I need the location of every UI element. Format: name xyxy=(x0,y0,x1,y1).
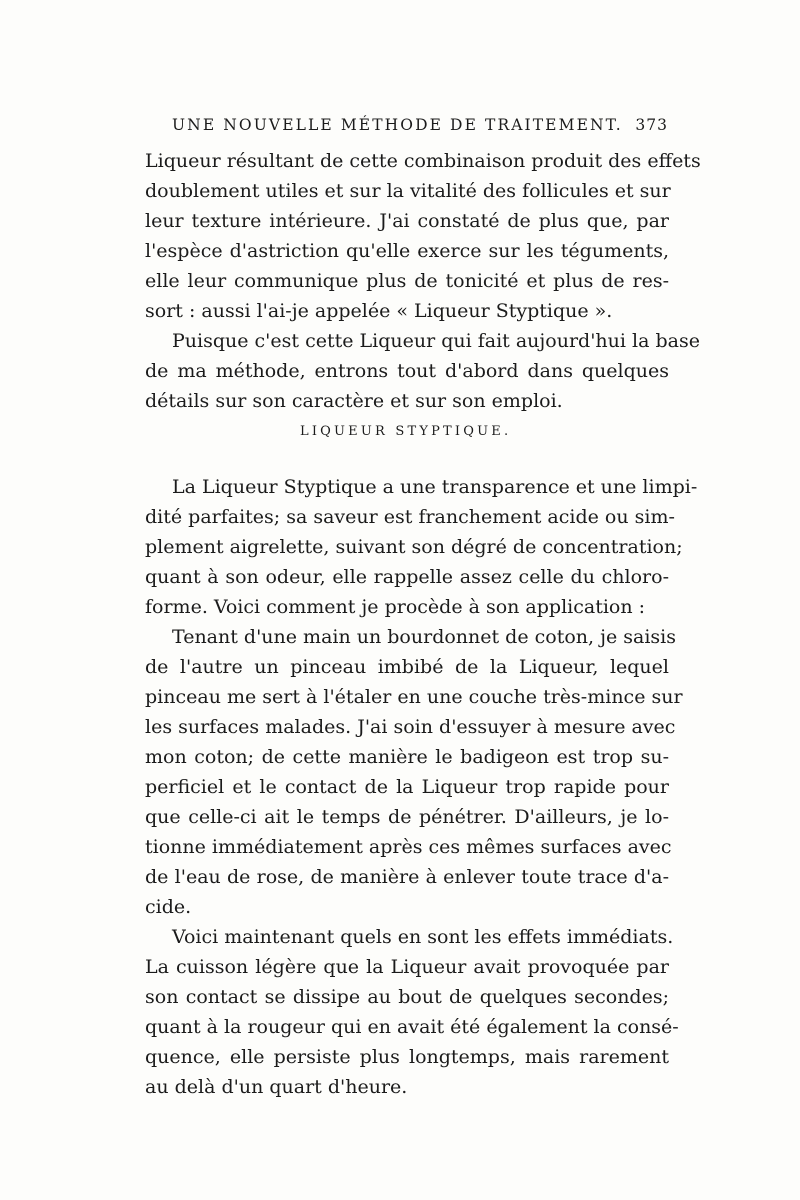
text-line: plement aigrelette, suivant son dégré de concentration; xyxy=(145,536,683,558)
text-line: quence, elle persiste plus longtemps, mais rarement xyxy=(145,1046,669,1068)
text-line: Liqueur résultant de cette combinaison produit des effets xyxy=(145,150,701,172)
text-line: sort : aussi l'ai-je appelée « Liqueur Styptique ». xyxy=(145,300,613,322)
text-line: de ma méthode, entrons tout d'abord dans quelques xyxy=(145,360,669,382)
paragraph-start: Tenant d'une main un bourdonnet de coton, je saisis xyxy=(172,626,677,648)
text-line: leur texture intérieure. J'ai constaté de plus que, par xyxy=(145,210,669,232)
text-line: l'espèce d'astriction qu'elle exerce sur les téguments, xyxy=(145,240,669,262)
text-line: détails sur son caractère et sur son emploi. xyxy=(145,390,563,412)
text-line: cide. xyxy=(145,896,192,918)
text-line: son contact se dissipe au bout de quelques secondes; xyxy=(145,986,669,1008)
text-line: quant à la rougeur qui en avait été également la consé- xyxy=(145,1016,679,1038)
paragraph-start: La Liqueur Styptique a une transparence et une limpi- xyxy=(172,476,698,498)
text-line: perficiel et le contact de la Liqueur trop rapide pour xyxy=(145,776,669,798)
text-line: dité parfaites; sa saveur est franchement acide ou sim- xyxy=(145,506,675,528)
section-heading: LIQUEUR STYPTIQUE. xyxy=(300,424,512,439)
text-line: de l'eau de rose, de manière à enlever toute trace d'a- xyxy=(145,866,669,888)
text-line: mon coton; de cette manière le badigeon est trop su- xyxy=(145,746,669,768)
text-line: de l'autre un pinceau imbibé de la Liqueur, lequel xyxy=(145,656,669,678)
text-line: tionne immédiatement après ces mêmes surfaces avec xyxy=(145,836,672,858)
text-line: elle leur communique plus de tonicité et plus de res- xyxy=(145,270,669,292)
text-line: pinceau me sert à l'étaler en une couche très-mince sur xyxy=(145,686,683,708)
page-number: 373 xyxy=(635,116,668,134)
paragraph-start: Voici maintenant quels en sont les effets immédiats. xyxy=(172,926,674,948)
running-title: UNE NOUVELLE MÉTHODE DE TRAITEMENT. xyxy=(172,116,623,134)
text-line: doublement utiles et sur la vitalité des follicules et sur xyxy=(145,180,671,202)
text-line: forme. Voici comment je procède à son application : xyxy=(145,596,646,618)
text-line: les surfaces malades. J'ai soin d'essuyer à mesure avec xyxy=(145,716,676,738)
text-line: au delà d'un quart d'heure. xyxy=(145,1076,408,1098)
text-line: La cuisson légère que la Liqueur avait provoquée par xyxy=(145,956,669,978)
text-line: quant à son odeur, elle rappelle assez celle du chloro- xyxy=(145,566,669,588)
paragraph-start: Puisque c'est cette Liqueur qui fait aujourd'hui la base xyxy=(172,330,700,352)
running-header xyxy=(172,116,668,144)
text-line: que celle-ci ait le temps de pénétrer. D'ailleurs, je lo- xyxy=(145,806,669,828)
